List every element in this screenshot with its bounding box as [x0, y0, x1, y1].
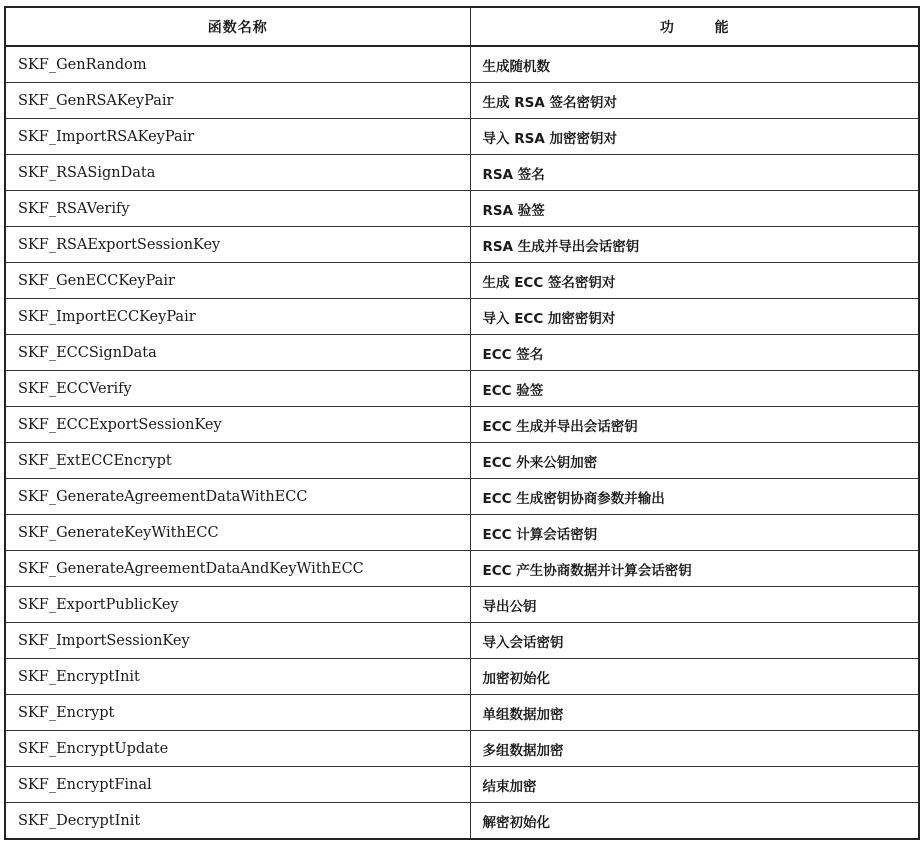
- function-description-cell: 导入 RSA 加密密钥对: [470, 119, 919, 155]
- table-row: [5, 803, 919, 840]
- table-body: [5, 46, 919, 839]
- table-row: [5, 731, 919, 767]
- function-name-cell: SKF_ImportRSAKeyPair: [5, 119, 470, 155]
- function-description-cell: ECC 生成密钥协商参数并输出: [470, 479, 919, 515]
- function-name-cell: SKF_ImportECCKeyPair: [5, 299, 470, 335]
- function-description-cell: 单组数据加密: [470, 695, 919, 731]
- table-row: [5, 587, 919, 623]
- function-name-cell: SKF_EncryptInit: [5, 659, 470, 695]
- table-row: [5, 371, 919, 407]
- function-description-cell: 结束加密: [470, 767, 919, 803]
- header-function-name: 函数名称: [5, 7, 470, 46]
- table-row: [5, 407, 919, 443]
- function-description-cell: 多组数据加密: [470, 731, 919, 767]
- function-name-cell: SKF_GenerateKeyWithECC: [5, 515, 470, 551]
- function-name-cell: SKF_GenRSAKeyPair: [5, 83, 470, 119]
- table-row: [5, 659, 919, 695]
- table-row: [5, 767, 919, 803]
- table-row: [5, 119, 919, 155]
- table-row: [5, 299, 919, 335]
- function-name-cell: SKF_GenRandom: [5, 46, 470, 83]
- function-name-cell: SKF_GenerateAgreementDataAndKeyWithECC: [5, 551, 470, 587]
- function-description-cell: 导入会话密钥: [470, 623, 919, 659]
- function-name-cell: SKF_EncryptUpdate: [5, 731, 470, 767]
- function-description-cell: ECC 外来公钥加密: [470, 443, 919, 479]
- function-name-cell: SKF_EncryptFinal: [5, 767, 470, 803]
- function-name-cell: SKF_ExtECCEncrypt: [5, 443, 470, 479]
- table-row: [5, 155, 919, 191]
- table-row: [5, 227, 919, 263]
- function-description-cell: 导入 ECC 加密密钥对: [470, 299, 919, 335]
- function-description-cell: RSA 签名: [470, 155, 919, 191]
- function-name-cell: SKF_ECCSignData: [5, 335, 470, 371]
- table-row: [5, 263, 919, 299]
- table-row: [5, 623, 919, 659]
- function-description-cell: RSA 生成并导出会话密钥: [470, 227, 919, 263]
- table-row: [5, 46, 919, 83]
- function-name-cell: SKF_GenerateAgreementDataWithECC: [5, 479, 470, 515]
- function-description-cell: ECC 产生协商数据并计算会话密钥: [470, 551, 919, 587]
- function-name-cell: SKF_RSASignData: [5, 155, 470, 191]
- table-row: [5, 83, 919, 119]
- function-table-container: [4, 6, 918, 840]
- table-header-row: [5, 7, 919, 46]
- function-name-cell: SKF_RSAVerify: [5, 191, 470, 227]
- function-name-cell: SKF_ImportSessionKey: [5, 623, 470, 659]
- function-description-cell: ECC 生成并导出会话密钥: [470, 407, 919, 443]
- table-row: [5, 479, 919, 515]
- function-description-cell: 生成 ECC 签名密钥对: [470, 263, 919, 299]
- table-row: [5, 551, 919, 587]
- function-table: [4, 6, 920, 840]
- table-row: [5, 335, 919, 371]
- function-description-cell: 生成 RSA 签名密钥对: [470, 83, 919, 119]
- table-row: [5, 695, 919, 731]
- function-description-cell: ECC 计算会话密钥: [470, 515, 919, 551]
- function-name-cell: SKF_ExportPublicKey: [5, 587, 470, 623]
- function-description-cell: 加密初始化: [470, 659, 919, 695]
- function-name-cell: SKF_DecryptInit: [5, 803, 470, 840]
- function-description-cell: 解密初始化: [470, 803, 919, 840]
- table-row: [5, 443, 919, 479]
- function-name-cell: SKF_ECCVerify: [5, 371, 470, 407]
- function-name-cell: SKF_RSAExportSessionKey: [5, 227, 470, 263]
- table-row: [5, 191, 919, 227]
- function-description-cell: RSA 验签: [470, 191, 919, 227]
- function-description-cell: ECC 验签: [470, 371, 919, 407]
- function-name-cell: SKF_GenECCKeyPair: [5, 263, 470, 299]
- function-description-cell: 生成随机数: [470, 46, 919, 83]
- table-row: [5, 515, 919, 551]
- function-description-cell: 导出公钥: [470, 587, 919, 623]
- header-function-description: 功 能: [470, 7, 919, 46]
- function-name-cell: SKF_ECCExportSessionKey: [5, 407, 470, 443]
- function-name-cell: SKF_Encrypt: [5, 695, 470, 731]
- function-description-cell: ECC 签名: [470, 335, 919, 371]
